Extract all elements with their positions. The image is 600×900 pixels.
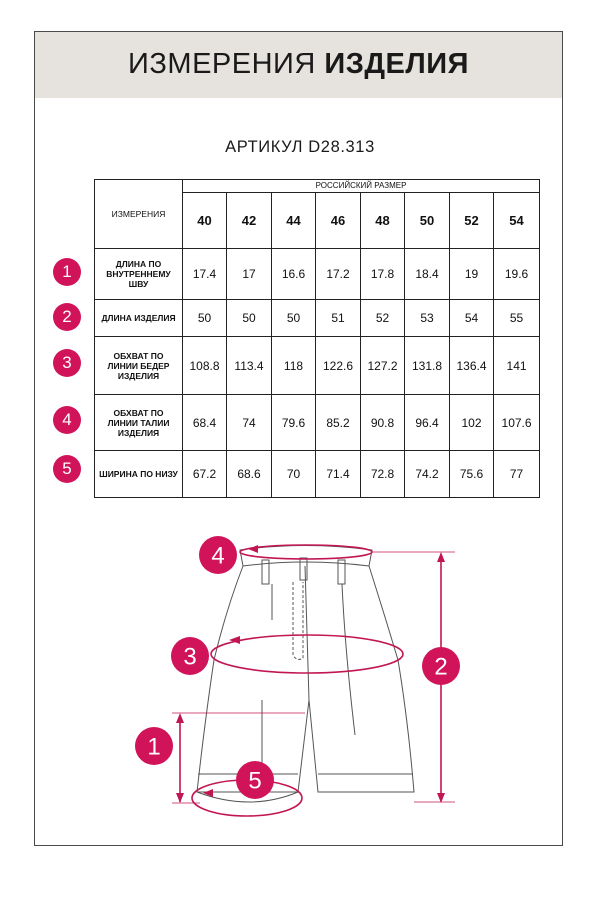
row-label: ОБХВАТ ПО ЛИНИИ БЕДЕР ИЗДЕЛИЯ xyxy=(95,337,183,395)
table-cell: 90.8 xyxy=(361,395,405,451)
diagram-badge-3 xyxy=(171,637,209,675)
title-bold: ИЗДЕЛИЯ xyxy=(324,48,469,80)
table-cell: 50 xyxy=(183,300,227,337)
table-cell: 17 xyxy=(227,249,272,300)
size-header: 54 xyxy=(494,193,540,249)
table-cell: 50 xyxy=(272,300,316,337)
size-header: 52 xyxy=(450,193,494,249)
table-cell: 68.6 xyxy=(227,451,272,498)
table-cell: 108.8 xyxy=(183,337,227,395)
diagram-badge-4 xyxy=(199,536,237,574)
table-cell: 50 xyxy=(227,300,272,337)
table-cell: 18.4 xyxy=(405,249,450,300)
size-header: 42 xyxy=(227,193,272,249)
table-cell: 85.2 xyxy=(316,395,361,451)
row-label: ДЛИНА ИЗДЕЛИЯ xyxy=(95,300,183,337)
table-cell: 74 xyxy=(227,395,272,451)
table-cell: 67.2 xyxy=(183,451,227,498)
table-cell: 70 xyxy=(272,451,316,498)
row-badge: 5 xyxy=(53,455,81,483)
title-light: ИЗМЕРЕНИЯ xyxy=(128,48,316,80)
diagram-badge-label: 1 xyxy=(147,733,161,761)
row-badge: 2 xyxy=(53,303,81,331)
diagram-badge-5 xyxy=(236,761,274,799)
table-cell: 127.2 xyxy=(361,337,405,395)
table-cell: 79.6 xyxy=(272,395,316,451)
size-header: 48 xyxy=(361,193,405,249)
table-cell: 122.6 xyxy=(316,337,361,395)
row-badge: 4 xyxy=(53,406,81,434)
arrow-down-icon xyxy=(176,793,184,803)
diagram-badge-1 xyxy=(135,727,173,765)
size-header: 44 xyxy=(272,193,316,249)
table-cell: 17.4 xyxy=(183,249,227,300)
diagram-badge-label: 4 xyxy=(211,542,225,570)
arrow-up-icon xyxy=(437,552,445,562)
table-cell: 75.6 xyxy=(450,451,494,498)
table-cell: 53 xyxy=(405,300,450,337)
table-cell: 19 xyxy=(450,249,494,300)
table-cell: 77 xyxy=(494,451,540,498)
table-cell: 72.8 xyxy=(361,451,405,498)
table-cell: 71.4 xyxy=(316,451,361,498)
measure-header: ИЗМЕРЕНИЯ xyxy=(95,180,183,249)
table-cell: 131.8 xyxy=(405,337,450,395)
measurement-lines xyxy=(180,542,441,816)
table-cell: 17.2 xyxy=(316,249,361,300)
fly-stitch xyxy=(293,582,303,659)
row-label: ОБХВАТ ПО ЛИНИИ ТАЛИИ ИЗДЕЛИЯ xyxy=(95,395,183,451)
table-cell: 68.4 xyxy=(183,395,227,451)
article-label: АРТИКУЛ xyxy=(225,138,304,156)
diagram-badge-label: 3 xyxy=(183,643,197,671)
table-cell: 19.6 xyxy=(494,249,540,300)
size-header: 40 xyxy=(183,193,227,249)
table-cell: 16.6 xyxy=(272,249,316,300)
arrow-up-icon xyxy=(176,713,184,723)
diagram-badge-label: 5 xyxy=(248,767,262,795)
row-badge: 1 xyxy=(53,258,81,286)
table-cell: 17.8 xyxy=(361,249,405,300)
pleat-right xyxy=(342,584,355,735)
right-leg-outline xyxy=(309,566,414,792)
table-cell: 102 xyxy=(450,395,494,451)
table-cell: 74.2 xyxy=(405,451,450,498)
waistband xyxy=(240,546,372,567)
table-cell: 96.4 xyxy=(405,395,450,451)
size-group-header: РОССИЙСКИЙ РАЗМЕР xyxy=(183,180,540,193)
arrow-left-icon xyxy=(248,545,258,553)
table-cell: 54 xyxy=(450,300,494,337)
diagram-badge-2 xyxy=(422,647,460,685)
table-cell: 113.4 xyxy=(227,337,272,395)
row-badge: 3 xyxy=(53,349,81,377)
waist-measure-ellipse xyxy=(240,545,372,559)
size-header: 46 xyxy=(316,193,361,249)
center-seam xyxy=(305,566,309,700)
table-cell: 118 xyxy=(272,337,316,395)
table-cell: 51 xyxy=(316,300,361,337)
extension-lines xyxy=(172,552,455,803)
diagram-badge-label: 2 xyxy=(434,653,448,681)
table-cell: 52 xyxy=(361,300,405,337)
table-cell: 55 xyxy=(494,300,540,337)
row-label: ШИРИНА ПО НИЗУ xyxy=(95,451,183,498)
belt-loop-center xyxy=(300,558,307,580)
table-cell: 141 xyxy=(494,337,540,395)
row-label: ДЛИНА ПО ВНУТРЕННЕМУ ШВУ xyxy=(95,249,183,300)
table-cell: 107.6 xyxy=(494,395,540,451)
left-leg-outline xyxy=(197,566,309,792)
size-header: 50 xyxy=(405,193,450,249)
article-code: D28.313 xyxy=(308,138,375,156)
arrow-heads xyxy=(176,542,448,803)
table-cell: 136.4 xyxy=(450,337,494,395)
arrow-down-icon xyxy=(437,793,445,803)
